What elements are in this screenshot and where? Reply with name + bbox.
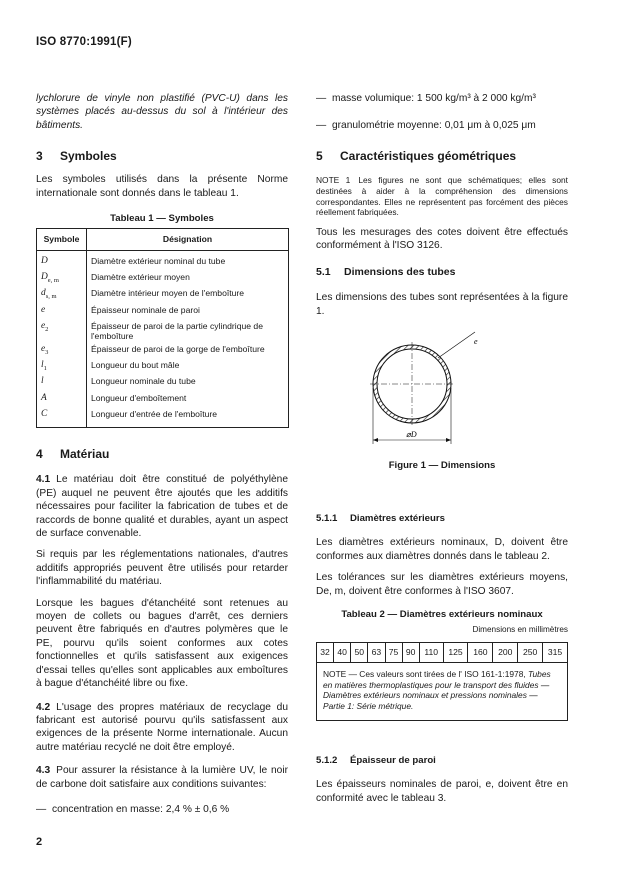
table-1-row [37, 343, 289, 359]
section-5 [316, 150, 568, 261]
section-5-1 [316, 266, 568, 326]
paragraph-4-3: 4.3 Pour assurer la résistance à la lumière UV, le noir de carbone doit satisfaire aux conditions suivantes: [36, 765, 288, 790]
table-1-body [37, 250, 289, 427]
section-3 [36, 150, 288, 208]
table-1-row [37, 392, 289, 408]
symbol-cell: C [37, 408, 87, 428]
designation-cell: Longueur nominale du tube [87, 375, 289, 391]
symbol-cell: e [37, 304, 87, 320]
table-2-note: NOTE — Ces valeurs sont tirées de l' ISO 161-1:1978, Tubes en matières thermoplastiques pour le transport des fluides — Diamètres extérieurs nominaux et pressions nominales — Partie 1: Série métrique. [317, 663, 568, 720]
table-1-row [37, 375, 289, 391]
diameter-value-cell: 50 [351, 642, 368, 662]
designation-cell: Épaisseur de paroi de la gorge de l'emboîture [87, 343, 289, 359]
table-1-row [37, 320, 289, 343]
table-1-row [37, 304, 289, 320]
diameter-value-cell: 110 [419, 642, 443, 662]
designation-cell: Épaisseur de paroi de la partie cylindrique de l'emboîture [87, 320, 289, 343]
symbol-cell: $d_{s, m}$ [37, 287, 87, 303]
bullet-granulometry: — granulométrie moyenne: 0,01 μm à 0,025 μm [316, 120, 536, 132]
symbol-cell: $e_3$ [37, 343, 87, 359]
section-3-text: Les symboles utilisés dans la présente Norme internationale sont donnés dans le tableau 1. [36, 174, 288, 199]
table-1 [36, 212, 288, 428]
symbol-cell: $e_2$ [37, 320, 87, 343]
diameter-value-cell: 75 [385, 642, 402, 662]
designation-cell: Longueur d'entrée de l'emboîture [87, 408, 289, 428]
figure-1-caption: Figure 1 — Dimensions [388, 460, 496, 471]
table-2-grid [316, 642, 568, 721]
table-2 [316, 608, 568, 721]
left-column [36, 92, 288, 140]
designation-cell: Diamètre extérieur nominal du tube [87, 250, 289, 271]
note-1: NOTE 1 Les figures ne sont que schématiques; elles sont destinées à aider à la compréhension des dimensions correspondantes. Elles ne représentent pas forcément des pièces réellement fabriquées. [316, 175, 569, 218]
section-5-1-1-p1: Les diamètres extérieurs nominaux, D, doivent être conformes aux diamètres donnés dans le tableau 2. [316, 537, 568, 562]
table-1-caption: Tableau 1 — Symboles [110, 213, 214, 224]
table-1-header-designation: Désignation [87, 229, 289, 250]
symbol-cell: $D_{e, m}$ [37, 271, 87, 287]
diameter-value-cell: 315 [543, 642, 568, 662]
paragraph-4-2: 4.2 L'usage des propres matériaux de recyclage du fabricant est autorisé pourvu qu'ils satisfassent aux exigences de la présente Norme internationale. Aucun autre matériau recyclé ne doit être employé. [36, 701, 288, 753]
table-1-row [37, 408, 289, 428]
section-3-heading: 3 Symboles [36, 149, 117, 163]
page-number: 2 [36, 836, 43, 848]
right-column-bullets [316, 92, 568, 133]
paragraph-4-1c: Lorsque les bagues d'étanchéité sont retenues au moyen de collets ou bagues d'arrêt, ces derniers peuvent être fabriqués en d'autres polymères que le PE, pourvu qu'ils soient conformes aux cotes fonctionnelles et qu'ils satisfassent aux exigences d'essai telles qu'elles sont applicables aux emboîtures à bague d'étanchéité libre ou fixe. [36, 597, 288, 690]
table-2-caption: Tableau 2 — Diamètres extérieurs nominaux [341, 609, 543, 620]
bullet-concentration: — concentration en masse: 2,4 % ± 0,6 % [36, 803, 230, 815]
section-4-heading: 4 Matériau [36, 447, 110, 461]
diameter-value-cell: 40 [334, 642, 351, 662]
table-2-values-row [317, 642, 568, 662]
table-1-grid [36, 228, 289, 428]
diameter-value-cell: 250 [518, 642, 543, 662]
bullet-density: — masse volumique: 1 500 kg/m³ à 2 000 kg/m³ [316, 93, 536, 104]
symbol-cell: $l_1$ [37, 359, 87, 375]
table-2-unit: Dimensions en millimètres [472, 625, 568, 635]
symbol-cell: D [37, 250, 87, 271]
symbol-cell: A [37, 392, 87, 408]
designation-cell: Épaisseur nominale de paroi [87, 304, 289, 320]
table-1-row [37, 359, 289, 375]
section-5-1-text: Les dimensions des tubes sont représentées à la figure 1. [316, 292, 568, 317]
section-5-1-2-heading: 5.1.2 Épaisseur de paroi [316, 755, 436, 766]
section-5-heading: 5 Caractéristiques géométriques [316, 149, 517, 163]
section-5-1-2-text: Les épaisseurs nominales de paroi, e, doivent être en conformité avec le tableau 3. [316, 779, 568, 804]
section-5-1-1 [316, 512, 568, 606]
designation-cell: Longueur du bout mâle [87, 359, 289, 375]
section-4 [36, 448, 288, 816]
table-1-row [37, 271, 289, 287]
diameter-value-cell: 63 [368, 642, 385, 662]
section-5-1-2 [316, 754, 568, 813]
symbol-cell: l [37, 375, 87, 391]
designation-cell: Diamètre extérieur moyen [87, 271, 289, 287]
table-1-row [37, 287, 289, 303]
document-header: ISO 8770:1991(F) [36, 36, 132, 48]
paragraph-4-1b: Si requis par les réglementations nationales, d'autres additifs appropriés peuvent être utilisés pour retarder l'inflammabilité du matériau. [36, 549, 288, 588]
diameter-value-cell: 125 [443, 642, 468, 662]
designation-cell: Longueur d'emboîtement [87, 392, 289, 408]
table-1-header-symbol: Symbole [37, 229, 87, 250]
section-5-text: Tous les mesurages des cotes doivent être effectués conformément à l'ISO 3126. [316, 226, 568, 252]
figure-label-diameter: ⌀D [406, 430, 417, 439]
diameter-value-cell: 200 [493, 642, 518, 662]
figure-1-drawing [340, 328, 540, 450]
paragraph-4-1: 4.1 Le matériau doit être constitué de polyéthylène (PE) auquel ne peuvent être ajoutés que les additifs nécessaires pour faciliter la fabrication de tubes et de raccords de bonne qualité et durables, ayant un aspect de surface convenable. [36, 474, 288, 540]
diameter-value-cell: 32 [317, 642, 334, 662]
table-1-row [37, 250, 289, 271]
designation-cell: Diamètre intérieur moyen de l'emboîture [87, 287, 289, 303]
section-5-1-1-heading: 5.1.1 Diamètres extérieurs [316, 513, 445, 524]
section-5-1-heading: 5.1 Dimensions des tubes [316, 266, 456, 278]
diameter-value-cell: 90 [402, 642, 419, 662]
intro-paragraph: lychlorure de vinyle non plastifié (PVC-U) dans les systèmes placés au-dessus du sol à l'intérieur des bâtiments. [36, 93, 288, 131]
diameter-value-cell: 160 [468, 642, 493, 662]
section-5-1-1-p2: Les tolérances sur les diamètres extérieurs moyens, De, m, doivent être conformes à l'ISO 3607. [316, 572, 568, 597]
figure-label-e: e [474, 337, 478, 346]
